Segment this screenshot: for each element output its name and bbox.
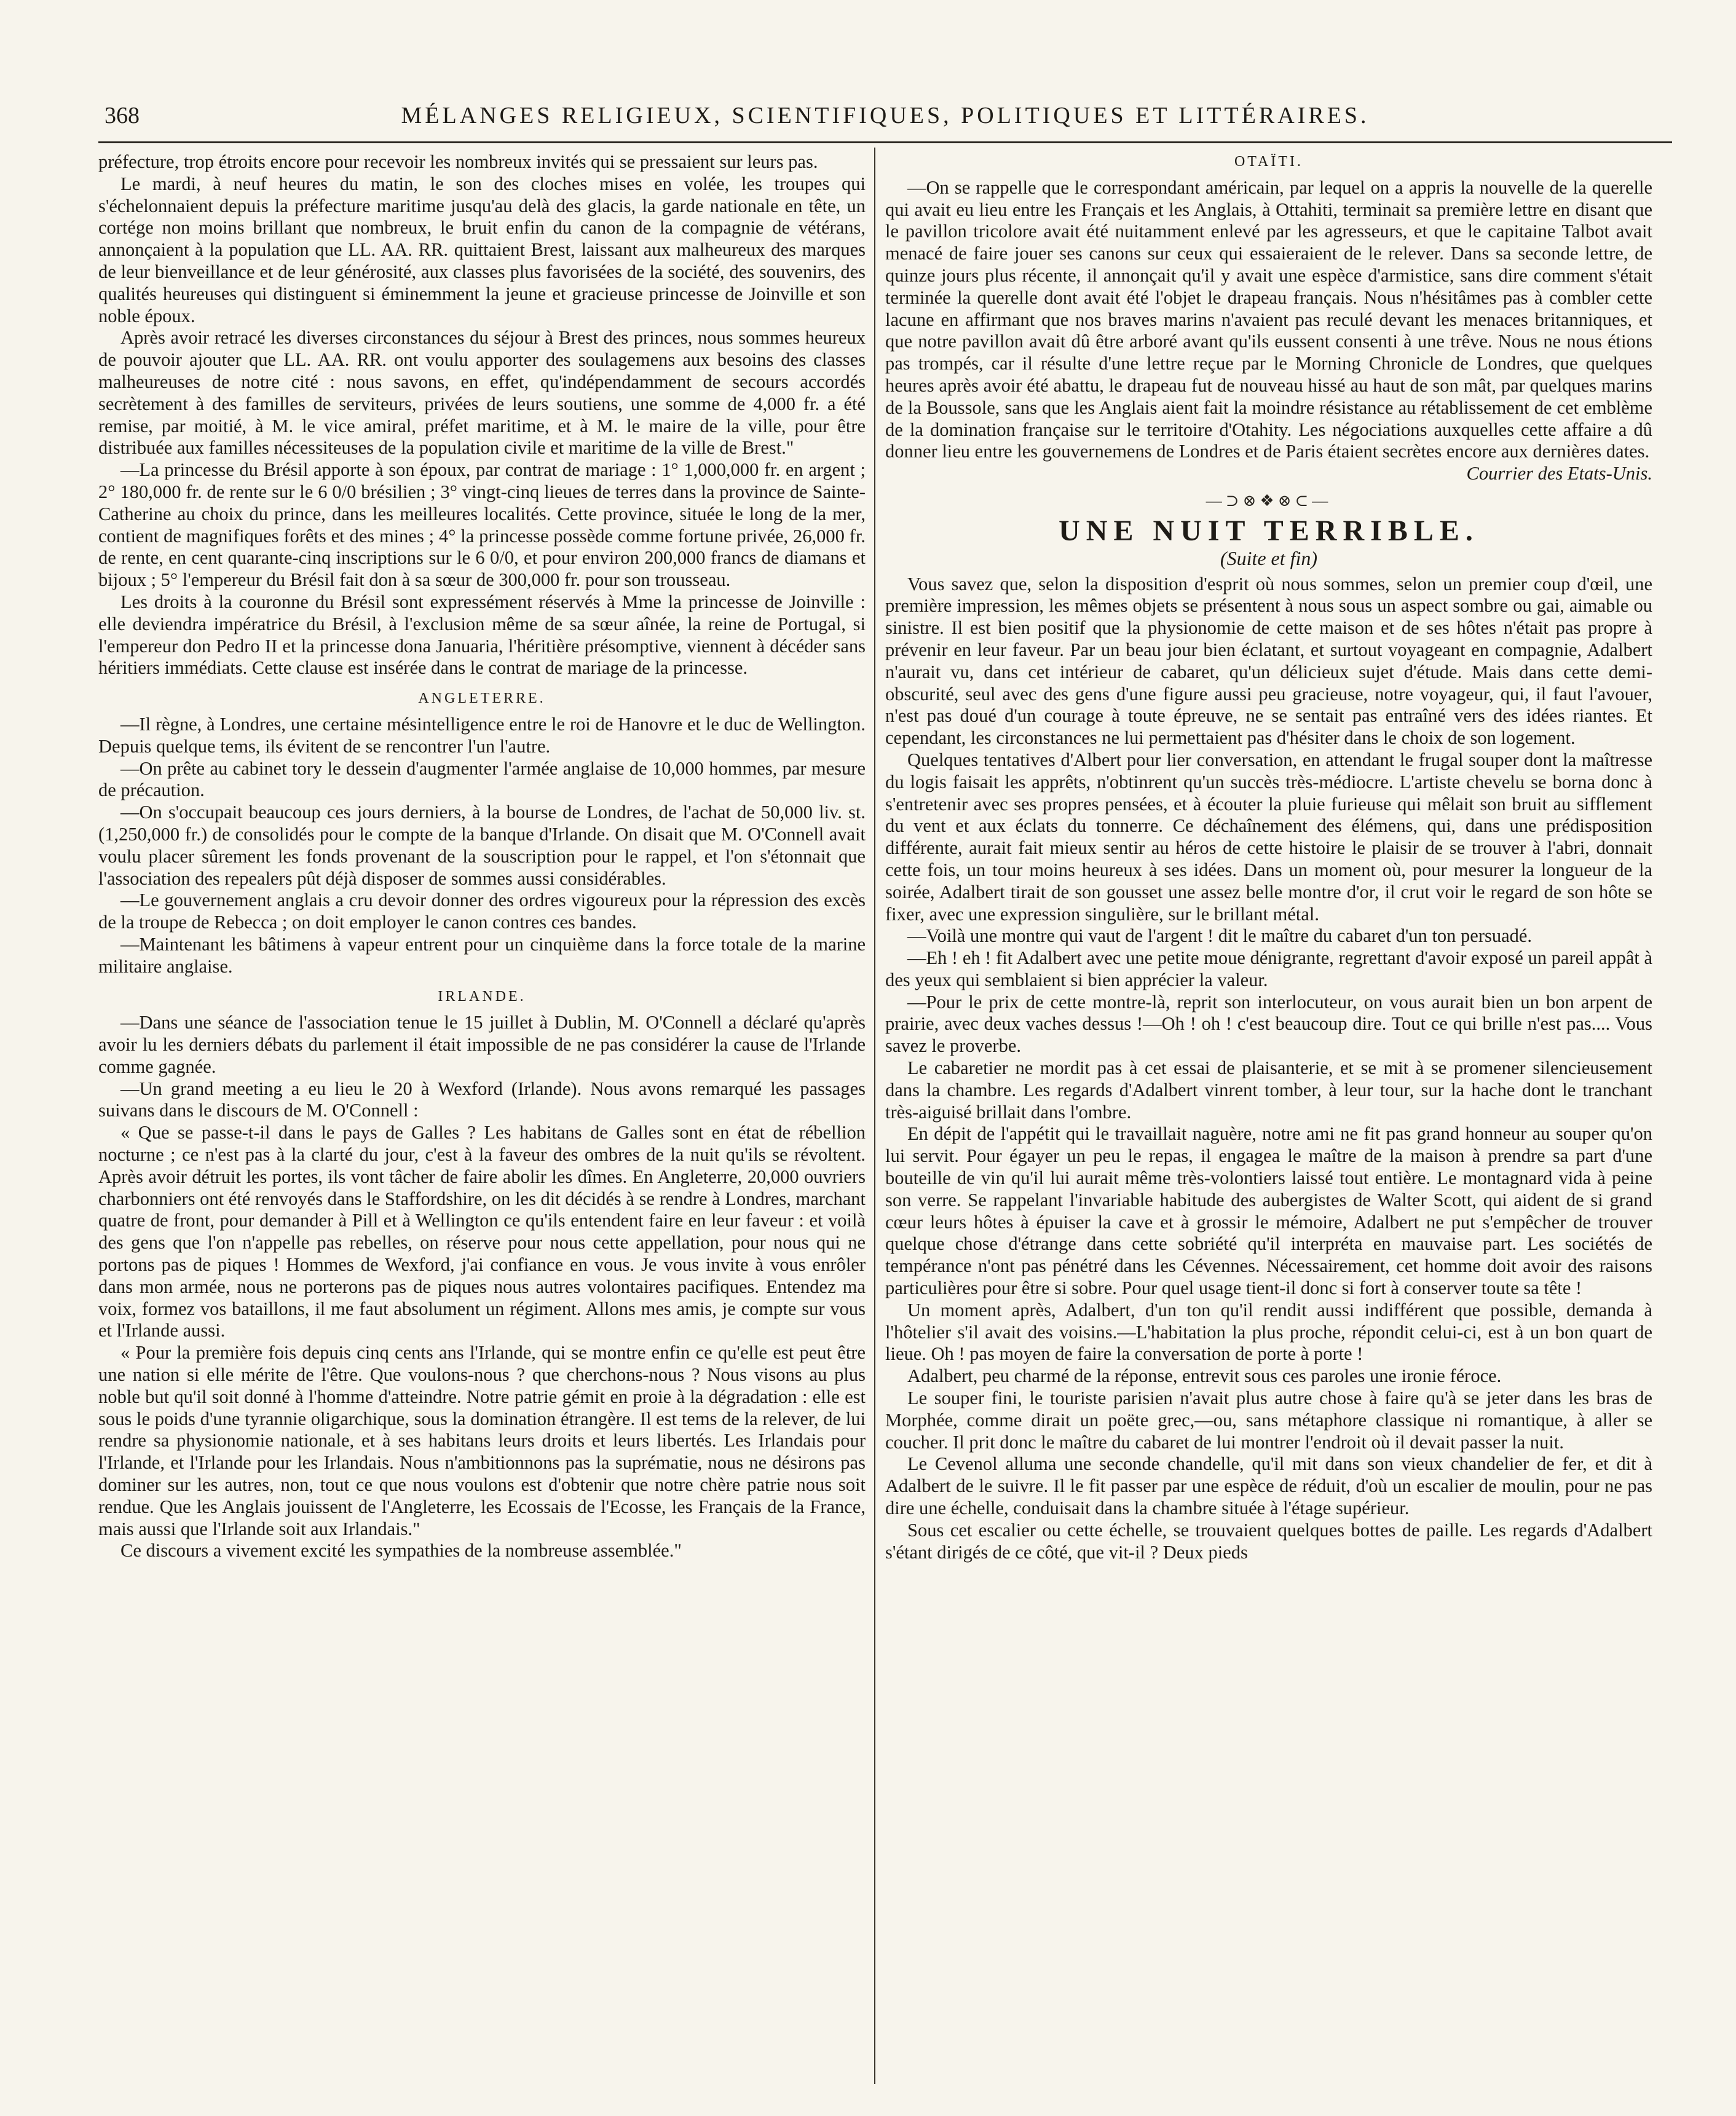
story-subtitle: (Suite et fin) xyxy=(1220,547,1318,569)
story-paragraph: Le souper fini, le touriste parisien n'avait plus autre chose à faire qu'à se jeter dans les bras de Morphée, comme dirait un poëte grec,—ou, sans métaphore classique ni romantique, à aller se coucher. Il prit donc le maître du cabaret de lui montrer l'endroit où il devait passer la nuit. xyxy=(885,1388,1652,1453)
news-item: —Maintenant les bâtimens à vapeur entrent pour un cinquième dans la force totale de la marine militaire anglaise. xyxy=(98,933,866,977)
story-paragraph: Adalbert, peu charmé de la réponse, entrevit sous ces paroles une ironie féroce. xyxy=(907,1365,1502,1387)
speech-quote: « Que se passe-t-il dans le pays de Galles ? Les habitans de Galles sont en état de rébellion nocturne ; ce n'est pas à la clarté du jour, c'est à la faveur des ombres de la nuit qu'ils se révoltent. Après avoir détruit les portes, ils vont tâcher de faire abolir les dîmes. En Angleterre, 20,000 ouvriers charbonniers ont été renvoyés dans le Staffordshire, on les dit décidés à se rendre à Londres, marchant quatre de front, pour demander à Pill et à Wellington ce qu'ils entendent faire en leur faveur : et voilà des gens que l'on n'appelle pas rebelles, on réserve pour nous cette appellation, pour nous qui ne portons pas de piques ! Hommes de Wexford, j'ai confiance en vous. Je vous invite à vous enrôler dans mon armée, nous ne porterons pas de piques nous autres volontaires pacifiques. Entendez ma voix, formez vos bataillons, il me faut absolument un régiment. Allons mes amis, je compte sur vous et l'Irlande aussi. xyxy=(98,1122,866,1341)
news-item: —Le gouvernement anglais a cru devoir donner des ordres vigoureux pour la répression des excès de la troupe de Rebecca ; on doit employer le canon contres ces bandes. xyxy=(98,890,866,933)
article-paragraph: —La princesse du Brésil apporte à son époux, par contrat de mariage : 1° 1,000,000 fr. en argent ; 2° 180,000 fr. de rente sur le 6 0/0 brésilien ; 3° vingt-cinq lieues de terres dans la province de Sainte-Catherine au choix du prince, dans les meilleures localités. Cette province, située le long de la mer, contient de magnifiques forêts et des mines ; 4° la princesse possède comme fortune privée, 26,000 fr. de rente, en cent quarante-cinq inscriptions sur le 6 0/0, et pour environ 200,000 francs de diamans et bijoux ; 5° l'empereur du Brésil fait don à sa sœur de 300,000 fr. pour son trousseau. xyxy=(98,459,866,591)
right-column xyxy=(885,151,1652,2082)
ornament-divider: —⊃⊗❖⊗⊂— xyxy=(1205,491,1332,510)
story-paragraph: Le Cevenol alluma une seconde chandelle, qu'il mit dans son vieux chandelier de fer, et dit à Adalbert de le suivre. Il le fit passer par une espèce de réduit, d'où un escalier de moulin, pour ne pas dire une échelle, conduisait dans la chambre située à l'étage supérieur. xyxy=(885,1453,1652,1519)
article-paragraph: Les droits à la couronne du Brésil sont expressément réservés à Mme la princesse de Joinville : elle deviendra impératrice du Brésil, à l'exclusion même de sa sœur aînée, la reine de Portugal, si l'empereur don Pedro II et la princesse dona Januaria, l'héritière présomptive, viennent à décéder sans héritiers immédiats. Cette clause est insérée dans le contrat de mariage de la princesse. xyxy=(98,591,866,679)
story-title: UNE NUIT TERRIBLE. xyxy=(1059,514,1479,547)
source-credit: Courrier des Etats-Unis. xyxy=(1466,463,1652,484)
story-paragraph: Le cabaretier ne mordit pas à cet essai de plaisanterie, et se mit à se promener silencieusement dans la chambre. Les regards d'Adalbert vinrent tomber, à leur tour, sur la hache dont le tranchant très-aiguisé brillait dans l'ombre. xyxy=(885,1057,1652,1123)
story-paragraph: —Pour le prix de cette montre-là, reprit son interlocuteur, on vous aurait bien un bon arpent de prairie, avec deux vaches dessus !—Oh ! oh ! c'est beaucoup dire. Tout ce qui brille n'est pas.... Vous savez le proverbe. xyxy=(885,991,1652,1057)
story-paragraph: Sous cet escalier ou cette échelle, se trouvaient quelques bottes de paille. Les regards d'Adalbert s'étant dirigés de ce côté, que vit-il ? Deux pieds xyxy=(885,1519,1652,1563)
section-heading-otaiti: OTAÏTI. xyxy=(1234,154,1304,170)
news-item: —On prête au cabinet tory le dessein d'augmenter l'armée anglaise de 10,000 hommes, par mesure de précaution. xyxy=(98,757,866,801)
article-paragraph: Le mardi, à neuf heures du matin, le son des cloches mises en volée, les troupes qui s'échelonnaient depuis la préfecture maritime jusqu'au delà des glacis, la garde nationale en tête, un cortége non moins brillant que nombreux, le bruit enfin du canon de la compagnie de vétérans, annonçaient à la population que LL. AA. RR. quittaient Brest, laissant aux malheureux des marques de leur bienveillance et de leur générosité, aux classes plus favorisées de la société, des souvenirs, des qualités heureuses qui distinguent si éminemment la jeune et gracieuse princesse de Joinville et son noble époux. xyxy=(98,173,866,326)
running-title: MÉLANGES RELIGIEUX, SCIENTIFIQUES, POLITIQUES ET LITTÉRAIRES. xyxy=(401,103,1370,128)
story-paragraph: Quelques tentatives d'Albert pour lier conversation, en attendant le frugal souper dont la maîtresse du logis faisait les apprêts, n'obtinrent qu'un succès très-médiocre. L'artiste chevelu se borna donc à s'entretenir avec ses propres pensées, et à écouter la pluie furieuse qui mêlait son bruit au sifflement du vent et aux éclats du tonnerre. Ce déchaînement des élémens, qui, dans une prédisposition différente, aurait fait mieux sentir au héros de cette histoire le plaisir de se trouver à l'abri, donnait cette fois, un tour moins heureux à ses idées. Dans un moment où, pour mesurer la longueur de la soirée, Adalbert tirait de son gousset une assez belle montre d'or, il crut voir le regard de son hôte se fixer, avec une expression singulière, sur le brillant métal. xyxy=(885,749,1652,925)
speech-quote: « Pour la première fois depuis cinq cents ans l'Irlande, qui se montre enfin ce qu'elle est peut être une nation si elle mérite de l'être. Que voulons-nous ? que cherchons-nous ? Nous visons au plus noble but qu'il soit donné à l'homme d'atteindre. Notre patrie gémit en proie à la dégradation : elle est sous le poids d'une tyrannie oligarchique, sous la domination étrangère. Il est tems de la relever, de lui rendre sa physionomie nationale, et à ses habitans leurs droits et leurs libertés. Les Irlandais pour l'Irlande, et l'Irlande pour les Irlandais. Nous n'ambitionnons pas la suprématie, nous ne désirons pas dominer sur les autres, non, tout ce que nous voulons est d'obtenir que notre chère patrie nous soit rendue. Que les Anglais jouissent de l'Angleterre, les Ecossais de l'Ecosse, les Français de la France, mais aussi que l'Irlande soit aux Irlandais." xyxy=(98,1342,866,1539)
section-heading-irlande: IRLANDE. xyxy=(438,989,526,1005)
left-column xyxy=(98,151,866,2082)
article-paragraph: préfecture, trop étroits encore pour recevoir les nombreux invités qui se pressaient sur leurs pas. xyxy=(98,151,818,172)
article-paragraph: Après avoir retracé les diverses circonstances du séjour à Brest des princes, nous sommes heureux de pouvoir ajouter que LL. AA. RR. ont voulu apporter des soulagemens aux besoins des classes malheureuses de notre cité : nous savons, en effet, qu'indépendamment de secours accordés secrètement à des familles de serviteurs, privées de leurs soutiens, une somme de 4,000 fr. a été remise, par moitié, à M. le vice amiral, préfet maritime, et à M. le maire de la ville, pour être distribuée aux familles nécessiteuses de la population civile et maritime de la ville de Brest." xyxy=(98,327,866,459)
column-divider xyxy=(874,148,875,2084)
page-header xyxy=(98,98,1672,143)
section-heading-angleterre: ANGLETERRE. xyxy=(418,690,546,707)
story-paragraph: —Eh ! eh ! fit Adalbert avec une petite moue dénigrante, regrettant d'avoir exposé un pareil appât à des yeux qui semblaient si bien apprécier la valeur. xyxy=(885,947,1652,990)
news-item: —On s'occupait beaucoup ces jours derniers, à la bourse de Londres, de l'achat de 50,000 liv. st. (1,250,000 fr.) de consolidés pour le compte de la banque d'Irlande. On disait que M. O'Connell avait voulu placer sûrement les fonds provenant de la souscription pour le rappel, et l'on s'étonnait que l'association des repealers pût déjà disposer de sommes aussi considérables. xyxy=(98,802,866,889)
story-paragraph: Un moment après, Adalbert, d'un ton qu'il rendit aussi indifférent que possible, demanda à l'hôtelier s'il avait des voisins.—L'habitation la plus proche, répondit celui-ci, est à un bon quart de lieue. Oh ! pas moyen de faire la conversation de porte à porte ! xyxy=(885,1299,1652,1365)
page-number: 368 xyxy=(105,103,140,128)
news-item: —Il règne, à Londres, une certaine mésintelligence entre le roi de Hanovre et le duc de Wellington. Depuis quelque tems, ils évitent de se rencontrer l'un l'autre. xyxy=(98,713,866,757)
news-item: —Un grand meeting a eu lieu le 20 à Wexford (Irlande). Nous avons remarqué les passages suivans dans le discours de M. O'Connell : xyxy=(98,1078,866,1121)
news-item: Ce discours a vivement excité les sympathies de la nombreuse assemblée." xyxy=(120,1540,682,1561)
story-paragraph: En dépit de l'appétit qui le travaillait naguère, notre ami ne fit pas grand honneur au souper qu'on lui servit. Pour égayer un peu le repas, il engagea le maître de la maison à prendre sa part d'une bouteille de vin qu'il lui aurait même très-volontiers laissé tout entière. Le montagnard vida à peine son verre. Se rappelant l'invariable habitude des aubergistes de Walter Scott, qui aident de si grand cœur leurs hôtes à épuiser la cave et à grossir le mémoire, Adalbert ne put s'empêcher de trouver quelque chose d'étrange dans cette sobriété qu'il interpréta en mauvaise part. Les sociétés de tempérance n'ont pas pénétré dans les Cévennes. Nécessairement, cet homme doit avoir des raisons particulières pour être si sobre. Pour quel usage tient-il donc si fort à conserver toute sa tête ! xyxy=(885,1123,1652,1299)
story-paragraph: —Voilà une montre qui vaut de l'argent ! dit le maître du cabaret d'un ton persuadé. xyxy=(907,925,1533,947)
news-item: —Dans une séance de l'association tenue le 15 juillet à Dublin, M. O'Connell a déclaré qu'après avoir lu les derniers débats du parlement il était impossible de ne pas considérer la cause de l'Irlande comme gagnée. xyxy=(98,1012,866,1077)
story-paragraph: Vous savez que, selon la disposition d'esprit où nous sommes, selon un premier coup d'œil, une première impression, les mêmes objets se présentent à nous sous un aspect sombre ou gai, aimable ou sinistre. Il est bien positif que la physionomie de cette maison et de ses hôtes n'était pas propre à prévenir en leur faveur. Par un beau jour bien éclatant, et surtout voyageant en compagnie, Adalbert n'aurait vu, dans cet intérieur de cabaret, qu'un délicieux sujet d'étude. Mais dans cette demi-obscurité, seul avec des gens d'une figure aussi peu gracieuse, notre voyageur, qui, il faut l'avouer, n'est pas doué d'un courage à toute épreuve, ne se sentait pas entraîné vers des idées riantes. Et cependant, les circonstances ne lui permettaient pas d'hésiter dans le choix de son logement. xyxy=(885,573,1652,749)
news-item: —On se rappelle que le correspondant américain, par lequel on a appris la nouvelle de la querelle qui avait eu lieu entre les Français et les Anglais, à Ottahiti, terminait sa première lettre en disant que le pavillon tricolore avait été nuitamment enlevé par les agresseurs, et que le capitaine Talbot avait menacé de faire jouer ses canons sur ceux qui essaieraient de le relever. Dans sa seconde lettre, de quinze jours plus récente, il annonçait qu'il y avait une espèce d'armistice, sans dire comment s'était terminée la querelle dont avait été l'objet le drapeau français. Nous n'hésitâmes pas à combler cette lacune en affirmant que nos braves marins n'avaient pas reculé devant les menaces britanniques, et que notre pavillon avait dû être arboré avant qu'ils eussent consenti à une trêve. Nous ne nous étions pas trompés, car il résulte d'une lettre reçue par le Morning Chronicle de Londres, que quelques heures après avoir été abattu, le drapeau fut de nouveau hissé au haut de son mât, par quelques marins de la Boussole, sans que les Anglais aient fait la moindre résistance au rétablissement de cet emblème de la domination française sur le territoire d'Otahity. Les négociations auxquelles cette affaire a dû donner lieu entre les gouvernemens de Londres et de Paris étaient secrètes encore aux dernières dates. xyxy=(885,176,1652,462)
